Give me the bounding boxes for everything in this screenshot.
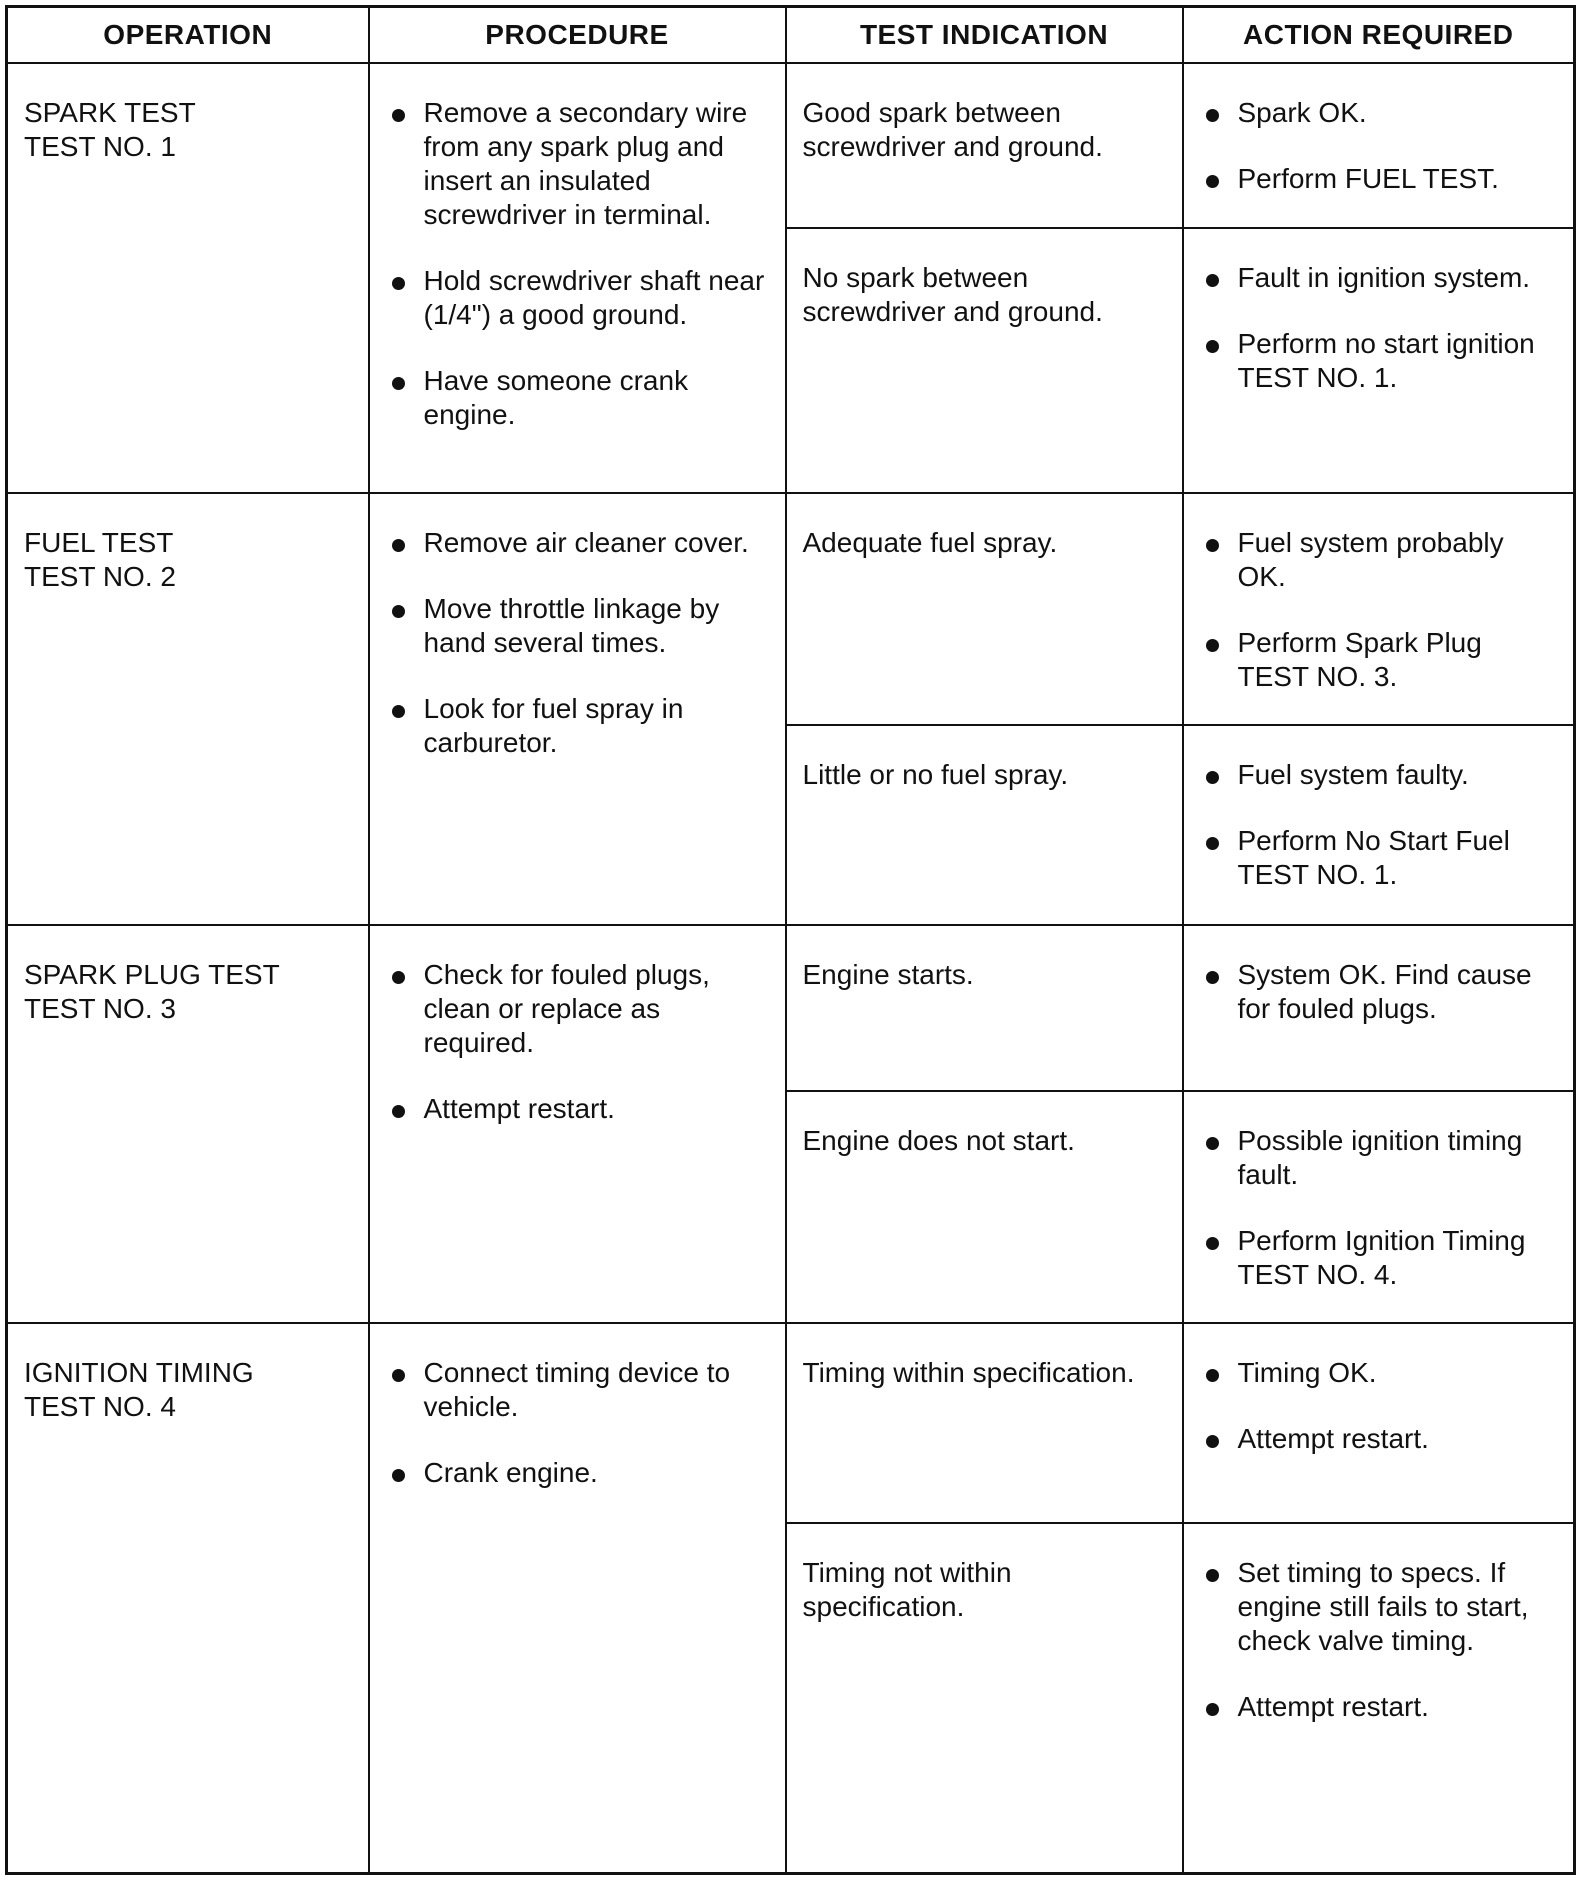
bullet-icon [392,1105,405,1118]
test-indication-cell [786,1523,1183,1873]
list-item-text: Perform Spark Plug TEST NO. 3. [1237,627,1482,693]
list-item-text: Connect timing device to vehicle. [423,1357,731,1423]
list-item-text: Possible ignition timing fault. [1237,1125,1523,1191]
list-item [1200,327,1560,395]
list-item-text: Remove air cleaner cover. [423,527,749,559]
operation-line: SPARK PLUG TEST [24,959,280,991]
test-indication-cell [786,493,1183,725]
operation-line: TEST NO. 2 [24,561,176,593]
list-item [1200,1422,1560,1456]
bullet-icon [392,539,405,552]
list-item-text: Check for fouled plugs, clean or replace as required. [423,959,710,1059]
operation-line: TEST NO. 3 [24,993,176,1025]
header-row [7,7,1575,64]
list-item [386,96,771,232]
operation-cell [7,493,369,925]
list-item [1200,162,1560,196]
bullet-icon [1206,837,1219,850]
action-required-cell [1183,228,1575,493]
list-item-text: System OK. Find cause for fouled plugs. [1237,959,1532,1025]
bullet-icon [1206,340,1219,353]
list-item-text: Hold screwdriver shaft near (1/4") a good ground. [423,265,765,330]
operation-cell [7,63,369,493]
list-item-text: Perform FUEL TEST. [1237,163,1499,194]
test-indication-text: Adequate fuel spray. [802,527,1058,559]
test-indication-text: Engine starts. [802,959,974,991]
bullet-icon [392,705,405,718]
list-item [1200,1556,1560,1658]
list-item [1200,824,1560,892]
procedure-cell [369,1323,786,1873]
action-list [1200,958,1560,1026]
test-indication-cell [786,1091,1183,1323]
header-test-indication: TEST INDICATION [786,7,1183,64]
operation-cell [7,925,369,1323]
header-procedure: PROCEDURE [369,7,786,64]
list-item [1200,526,1560,594]
list-item-text: Attempt restart. [1237,1691,1429,1723]
bullet-icon [392,971,405,984]
operation-line: TEST NO. 4 [24,1391,176,1423]
bullet-icon [1206,175,1219,188]
list-item [1200,758,1560,792]
header-operation: OPERATION [7,7,369,64]
action-required-cell [1183,925,1575,1091]
operation-line: TEST NO. 1 [24,131,176,162]
bullet-icon [1206,274,1219,287]
list-item [386,526,771,560]
list-item-text: Set timing to specs. If engine still fails to start, check valve timing. [1237,1557,1529,1657]
table-row [7,925,1575,1091]
list-item [386,264,771,332]
test-indication-cell [786,725,1183,925]
action-required-cell [1183,493,1575,725]
action-list [1200,261,1560,395]
action-required-cell [1183,725,1575,925]
list-item-text: Look for fuel spray in carburetor. [423,693,684,759]
action-list [1200,526,1560,694]
bullet-icon [1206,971,1219,984]
procedure-cell [369,925,786,1323]
table-row [7,63,1575,228]
bullet-icon [1206,771,1219,784]
list-item-text: Fault in ignition system. [1237,262,1531,294]
list-item-text: Attempt restart. [1237,1423,1429,1455]
table-body [7,63,1575,1874]
test-indication-cell [786,63,1183,228]
procedure-list [386,96,771,432]
list-item-text: Attempt restart. [423,1093,615,1125]
table-row [7,1323,1575,1523]
list-item [1200,261,1560,295]
list-item-text: Perform no start ignition TEST NO. 1. [1237,328,1535,394]
test-indication-cell [786,1323,1183,1523]
action-required-cell [1183,1323,1575,1523]
list-item [1200,1224,1560,1292]
list-item-text: Have someone crank engine. [423,365,689,430]
action-list [1200,1356,1560,1456]
procedure-cell [369,493,786,925]
action-list [1200,96,1560,196]
bullet-icon [1206,1237,1219,1250]
action-list [1200,758,1560,892]
test-indication-cell [786,925,1183,1091]
bullet-icon [392,1469,405,1482]
list-item [1200,1690,1560,1724]
bullet-icon [392,109,405,122]
list-item-text: Crank engine. [423,1457,598,1489]
test-indication-text: No spark between screwdriver and ground. [802,262,1103,328]
test-indication-text: Timing within specification. [802,1357,1135,1389]
bullet-icon [392,277,405,290]
action-required-cell [1183,1091,1575,1323]
bullet-icon [1206,539,1219,552]
bullet-icon [392,1369,405,1382]
list-item-text: Spark OK. [1237,97,1367,128]
action-list [1200,1556,1560,1724]
operation-line: SPARK TEST [24,97,196,128]
list-item [386,1092,771,1126]
list-item-text: Perform No Start Fuel TEST NO. 1. [1237,825,1510,891]
action-required-cell [1183,63,1575,228]
list-item [386,1456,771,1490]
action-required-cell [1183,1523,1575,1873]
procedure-list [386,526,771,760]
list-item [1200,1356,1560,1390]
bullet-icon [1206,1137,1219,1150]
list-item-text: Remove a secondary wire from any spark plug and insert an insulated screwdriver in terminal. [423,97,748,230]
operation-line: FUEL TEST [24,527,174,559]
bullet-icon [1206,1369,1219,1382]
list-item [386,692,771,760]
list-item-text: Fuel system faulty. [1237,759,1469,791]
list-item-text: Timing OK. [1237,1357,1377,1389]
diagnostic-table [5,5,1576,1875]
list-item [1200,626,1560,694]
list-item [1200,1124,1560,1192]
header-action-required: ACTION REQUIRED [1183,7,1575,64]
list-item-text: Move throttle linkage by hand several times. [423,593,720,659]
procedure-list [386,958,771,1126]
list-item [386,364,771,432]
test-indication-text: Engine does not start. [802,1125,1075,1157]
list-item [386,592,771,660]
list-item [386,958,771,1060]
bullet-icon [392,377,405,390]
list-item [1200,96,1560,130]
bullet-icon [1206,1703,1219,1716]
test-indication-text: Timing not within specification. [802,1557,1012,1623]
action-list [1200,1124,1560,1292]
operation-line: IGNITION TIMING [24,1357,254,1389]
operation-cell [7,1323,369,1873]
bullet-icon [1206,1435,1219,1448]
table-row [7,493,1575,725]
list-item [386,1356,771,1424]
list-item [1200,958,1560,1026]
bullet-icon [1206,639,1219,652]
bullet-icon [392,605,405,618]
list-item-text: Fuel system probably OK. [1237,527,1504,593]
test-indication-cell [786,228,1183,493]
test-indication-text: Little or no fuel spray. [802,759,1069,791]
bullet-icon [1206,109,1219,122]
bullet-icon [1206,1569,1219,1582]
procedure-cell [369,63,786,493]
procedure-list [386,1356,771,1490]
list-item-text: Perform Ignition Timing TEST NO. 4. [1237,1225,1526,1291]
test-indication-text: Good spark between screwdriver and ground. [802,97,1103,162]
